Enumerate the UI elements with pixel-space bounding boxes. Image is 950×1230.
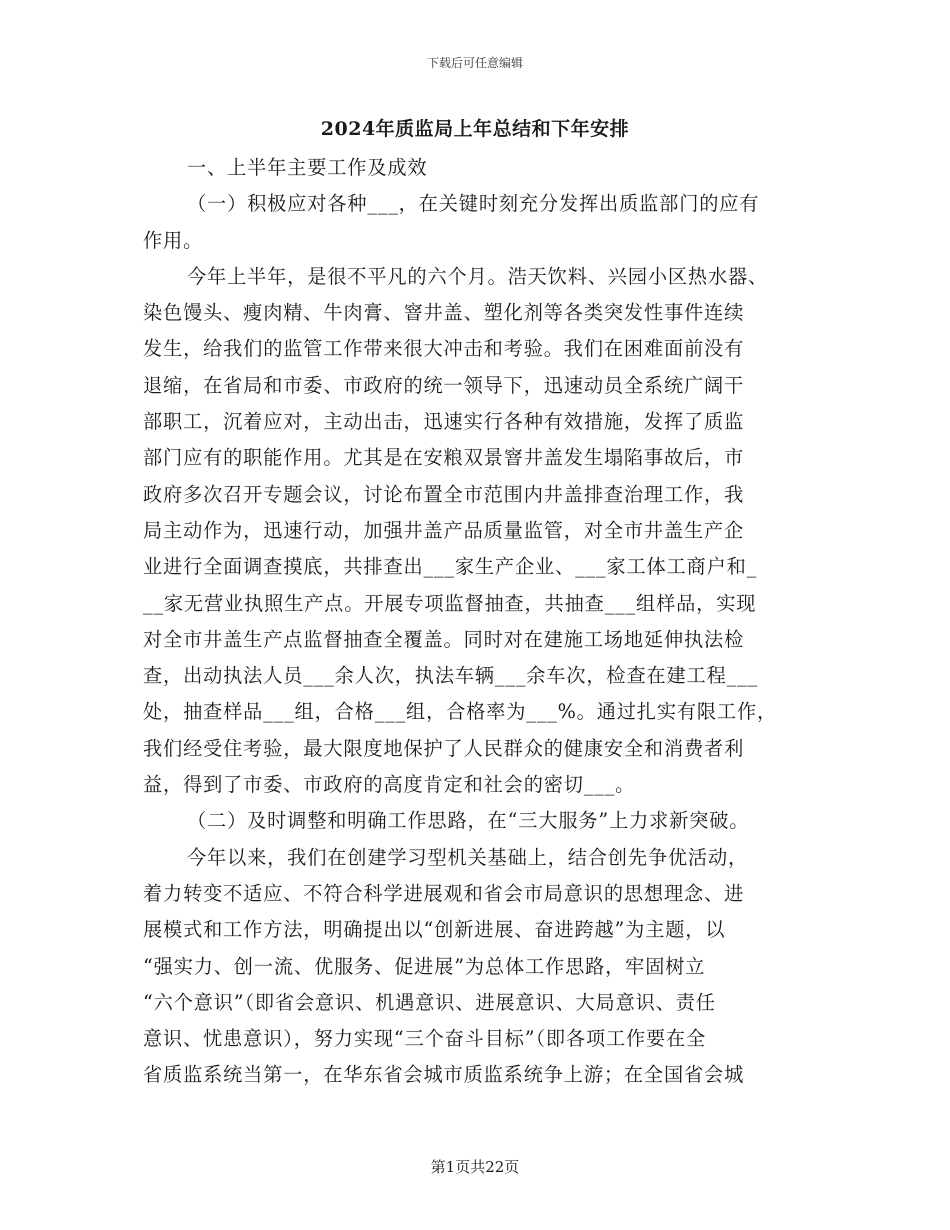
document-title: 2024年质监局上年总结和下年安排	[320, 118, 630, 140]
paragraph-line: 今年上半年，是很不平凡的六个月。浩天饮料、兴园小区热水器、	[187, 264, 769, 288]
subsection-heading: （二）及时调整和明确工作思路，在“三大服务”上力求新突破。	[187, 809, 750, 833]
header-note: 下载后可任意编辑	[426, 56, 523, 70]
paragraph-line: 展模式和工作方法，明确提出以“创新进展、奋进跨越”为主题，以	[143, 918, 726, 942]
paragraph-line: 政府多次召开专题会议，讨论布置全市范围内井盖排查治理工作，我	[143, 482, 745, 506]
paragraph-line: “六个意识”（即省会意识、机遇意识、进展意识、大局意识、责任	[143, 990, 716, 1014]
paragraph-line: 我们经受住考验，最大限度地保护了人民群众的健康安全和消费者利	[143, 736, 745, 760]
paragraph-line: 部职工，沉着应对，主动出击，迅速实行各种有效措施，发挥了质监	[143, 410, 745, 434]
subsection-heading: （一）积极应对各种___，在关键时刻充分发挥出质监部门的应有	[187, 192, 760, 216]
paragraph-line: __家无营业执照生产点。开展专项监督抽查，共抽查___组样品，实现	[143, 591, 757, 615]
paragraph-line: 业进行全面调查摸底，共排查出___家生产企业、___家工体工商户和_	[143, 555, 758, 579]
section-heading: 一、上半年主要工作及成效	[187, 156, 428, 179]
paragraph-line: 局主动作为，迅速行动，加强井盖产品质量监管，对全市井盖生产企	[143, 518, 745, 542]
paragraph-line: 染色馒头、瘦肉精、牛肉膏、窨井盖、塑化剂等各类突发性事件连续	[143, 301, 745, 325]
paragraph-line: 退缩，在省局和市委、市政府的统一领导下，迅速动员全系统广阔干	[143, 373, 745, 397]
paragraph-line: 查，出动执法人员___余人次，执法车辆___余车次，检查在建工程___	[143, 664, 758, 688]
paragraph-line: 益，得到了市委、市政府的高度肯定和社会的密切___。	[143, 773, 636, 797]
page-footer: 第1页共22页	[430, 1158, 520, 1176]
paragraph-line: 今年以来，我们在创建学习型机关基础上，结合创先争优活动，	[187, 845, 749, 869]
paragraph-line: 着力转变不适应、不符合科学进展观和省会市局意识的思想理念、进	[143, 881, 745, 905]
paragraph-line: 作用。	[143, 228, 204, 252]
paragraph-line: 发生，给我们的监管工作带来很大冲击和考验。我们在困难面前没有	[143, 337, 745, 361]
paragraph-line: 处，抽查样品___组，合格___组，合格率为___%。通过扎实有限工作，	[143, 700, 778, 724]
paragraph-line: 对全市井盖生产点监督抽查全覆盖。同时对在建施工场地延伸执法检	[143, 627, 745, 651]
paragraph-line: “强实力、创一流、优服务、促进展”为总体工作思路，牢固树立	[143, 954, 706, 978]
document-body	[143, 150, 809, 1094]
paragraph-line: 部门应有的职能作用。尤其是在安粮双景窨井盖发生塌陷事故后，市	[143, 446, 745, 470]
paragraph-line: 意识、忧患意识），努力实现“三个奋斗目标”（即各项工作要在全	[143, 1027, 707, 1051]
paragraph-line: 省质监系统当第一，在华东省会城市质监系统争上游；在全国省会城	[143, 1063, 745, 1087]
